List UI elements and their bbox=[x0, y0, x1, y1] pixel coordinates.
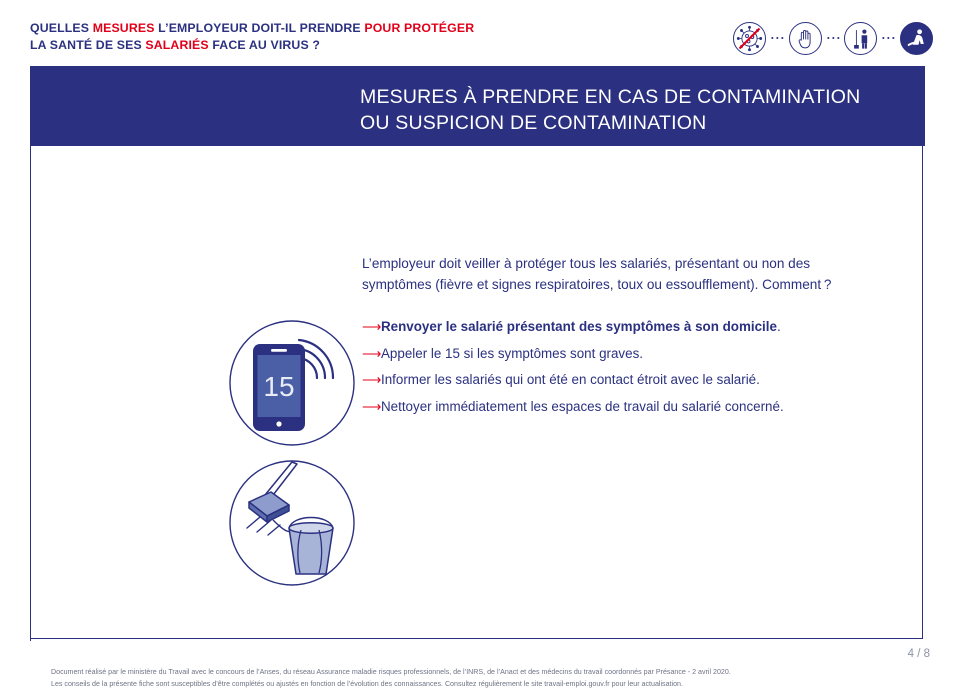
panel-title-line2: OU SUSPICION DE CONTAMINATION bbox=[360, 112, 707, 134]
list-item-label bbox=[381, 398, 882, 415]
worker-with-mop-icon bbox=[844, 22, 877, 55]
arrow-right-icon: ⟶ bbox=[362, 398, 382, 414]
connector-dots-3 bbox=[880, 37, 897, 39]
list-item-text: Nettoyer immédiatement les espaces de travail du salarié concerné. bbox=[381, 398, 784, 414]
smartphone-calling-15-illustration bbox=[227, 318, 357, 453]
page-header bbox=[0, 0, 960, 62]
raised-hand-icon bbox=[789, 22, 822, 55]
kicker-seg-employeur: L’EMPLOYEUR DOIT-IL PRENDRE bbox=[158, 21, 365, 35]
arrow-right-icon: ⟶ bbox=[362, 345, 382, 361]
kicker-seg-proteger: POUR PROTÉGER bbox=[364, 21, 475, 35]
page-indicator: 4 / 8 bbox=[907, 648, 930, 660]
person-seated-icon bbox=[900, 22, 933, 55]
header-kicker bbox=[30, 20, 500, 53]
panel-title bbox=[360, 84, 900, 136]
mop-and-bucket-illustration bbox=[227, 458, 357, 593]
list-item-label bbox=[381, 371, 882, 388]
list-item bbox=[362, 371, 882, 388]
kicker-seg-salaries: SALARIÉS bbox=[145, 37, 213, 52]
list-item-tail: . bbox=[776, 319, 781, 334]
kicker-seg-mesures: MESURES bbox=[92, 21, 159, 35]
intro-paragraph: L’employeur doit veiller à protéger tous les salariés, présentant ou non des symptômes (fièvre et signes respiratoires, toux ou essoufflement). Comment ? bbox=[362, 255, 832, 293]
kicker-seg-virus: FACE AU VIRUS ? bbox=[212, 37, 321, 52]
measures-list bbox=[362, 318, 882, 424]
list-item-text: Appeler le 15 si les symptômes sont graves. bbox=[381, 345, 643, 361]
list-item bbox=[362, 345, 882, 362]
list-item-text: Renvoyer le salarié présentant des symptômes à son domicile bbox=[381, 319, 777, 334]
connector-dots-2 bbox=[825, 37, 842, 39]
panel-title-band bbox=[30, 66, 925, 146]
arrow-right-icon: ⟶ bbox=[362, 319, 382, 334]
virus-crossed-out-icon bbox=[733, 22, 766, 55]
footer-line-1: Document réalisé par le ministère du Travail avec le concours de l’Anses, du réseau Assurance maladie risques professionnels, de l’INRS, de l’Anact et des médecins du travail coordonnés par Présance - 2 avril 2020. bbox=[51, 668, 731, 676]
list-item-label bbox=[381, 345, 882, 362]
footer-line-2: Les conseils de la présente fiche sont susceptibles d’être complétés ou ajustés en fonction de l’évolution des connaissances. Consultez régulièrement le site travail-emploi.gouv.fr pour leur actualisation. bbox=[51, 679, 683, 688]
kicker-seg-sante: LA SANTÉ bbox=[30, 37, 96, 52]
arrow-right-icon: ⟶ bbox=[362, 372, 382, 387]
connector-dots-1 bbox=[769, 37, 786, 39]
list-item-label bbox=[381, 318, 882, 335]
list-item bbox=[362, 318, 882, 335]
kicker-seg-quelles: QUELLES bbox=[30, 21, 93, 35]
list-item-text: Informer les salariés qui ont été en contact étroit avec le salarié. bbox=[381, 372, 760, 387]
kicker-seg-deses: DE SES bbox=[95, 37, 146, 52]
phone-screen-number: 15 bbox=[263, 371, 295, 402]
panel-title-line1: MESURES À PRENDRE EN CAS DE CONTAMINATION bbox=[360, 86, 861, 108]
list-item bbox=[362, 398, 882, 415]
header-icon-strip bbox=[733, 21, 933, 55]
